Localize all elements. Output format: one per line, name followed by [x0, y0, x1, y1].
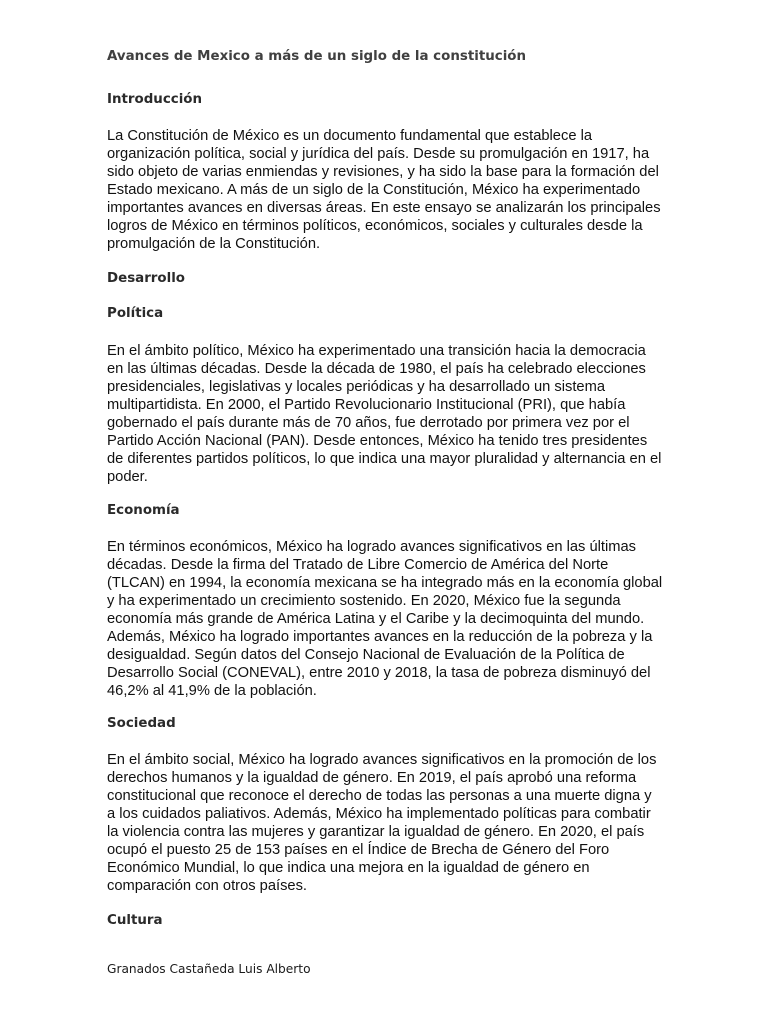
- heading-introduccion: Introducción: [107, 92, 203, 107]
- heading-desarrollo: Desarrollo: [107, 271, 185, 286]
- heading-politica: Política: [107, 306, 164, 321]
- paragraph-introduccion: La Constitución de México es un documento fundamental que establece la organización política, social y jurídica del país. Desde su promulgación en 1917, ha sido objeto de varias enmiendas y revisiones, y ha sido la base para la formación del Estado mexicano. A más de un siglo de la Constitución, México ha experimentado importantes avances en diversas áreas. En este ensayo se analizarán los principales logros de México en términos políticos, económicos, sociales y culturales desde la promulgación de la Constitución.: [107, 128, 661, 252]
- heading-sociedad: Sociedad: [107, 716, 176, 731]
- paragraph-politica: En el ámbito político, México ha experimentado una transición hacia la democracia en las últimas décadas. Desde la década de 1980, el país ha celebrado elecciones presidenciales, legislativas y locales periódicas y ha desarrollado un sistema multipartidista. En 2000, el Partido Revolucionario Institucional (PRI), que había gobernado el país durante más de 70 años, fue derrotado por primera vez por el Partido Acción Nacional (PAN). Desde entonces, México ha tenido tres presidentes de diferentes partidos políticos, lo que indica una mayor pluralidad y alternancia en el poder.: [107, 343, 662, 485]
- paragraph-sociedad: En el ámbito social, México ha logrado avances significativos en la promoción de los derechos humanos y la igualdad de género. En 2019, el país aprobó una reforma constitucional que reconoce el derecho de todas las personas a una muerte digna y a los cuidados paliativos. Además, México ha implementado políticas para combatir la violencia contra las mujeres y garantizar la igualdad de género. En 2020, el país ocupó el puesto 25 de 153 países en el Índice de Brecha de Género del Foro Económico Mundial, lo que indica una mejora en la igualdad de género en comparación con otros países.: [107, 752, 657, 894]
- heading-economia: Economía: [107, 503, 180, 518]
- paragraph-economia: En términos económicos, México ha logrado avances significativos en las últimas décadas. Desde la firma del Tratado de Libre Comercio de América del Norte (TLCAN) en 1994, la economía mexicana se ha integrado más en la economía global y ha experimentado un crecimiento sostenido. En 2020, México fue la segunda economía más grande de América Latina y el Caribe y la decimoquinta del mundo. Además, México ha logrado importantes avances en la reducción de la pobreza y la desigualdad. Según datos del Consejo Nacional de Evaluación de la Política de Desarrollo Social (CONEVAL), entre 2010 y 2018, la tasa de pobreza disminuyó del 46,2% al 41,9% de la población.: [107, 539, 663, 699]
- document-title: Avances de Mexico a más de un siglo de la constitución: [107, 49, 527, 64]
- footer-author: Granados Castañeda Luis Alberto: [107, 962, 311, 976]
- heading-cultura: Cultura: [107, 913, 163, 928]
